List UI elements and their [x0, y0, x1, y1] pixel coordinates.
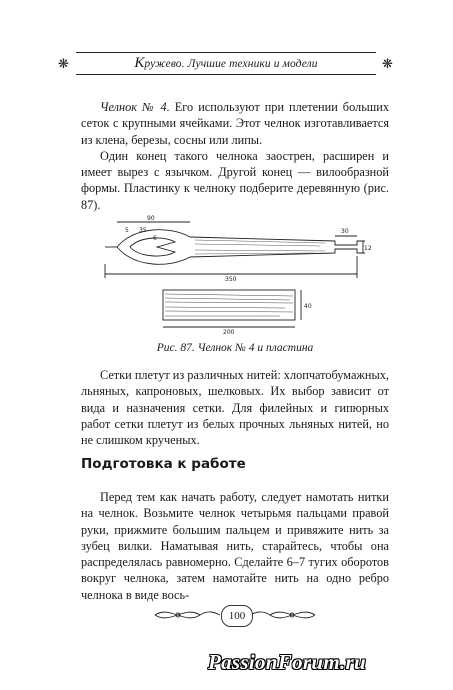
- text-block-middle: [81, 367, 389, 448]
- dim-6-label: 6: [153, 235, 157, 242]
- book-title: Кружево. Лучшие техники и модели: [134, 55, 318, 71]
- ornament-right-icon: ❋: [382, 56, 393, 71]
- dim-35-label: 35: [139, 227, 147, 234]
- shuttle-drawing-figure: [95, 212, 370, 342]
- text-block-bottom: [81, 489, 389, 603]
- dim-12-label: 12: [364, 245, 372, 252]
- page-number: 100: [221, 605, 253, 627]
- dim-200-label: 200: [223, 329, 235, 336]
- dim-40-label: 40: [304, 303, 312, 310]
- paragraph-preparation: Перед тем как начать работу, следует намотать нитки на челнок. Возьмите челнок четырьмя пальцами правой руки, прижмите большим пальцем и привяжите нить за зубец вилки. Наматывая нить, старайтесь, чтобы она распределялась равномерно. Сделайте 6–7 тугих оборотов вокруг челнока, затем намотайте нить на одно ребро челнока в виде вось-: [81, 490, 389, 602]
- site-watermark: PassionForum.ru: [208, 650, 366, 674]
- page-footer: [150, 602, 320, 628]
- running-header: [76, 52, 376, 86]
- header-rule-bottom: [76, 74, 376, 75]
- figure-caption: Рис. 87. Челнок № 4 и пластина: [156, 342, 314, 354]
- shuttle-hatching: [195, 240, 325, 254]
- paragraph-shuttle-4: Челнок № 4. Его используют при плетении больших сеток с крупными ячейками. Этот челнок изготавливается из клена, березы, сосны или липы.: [81, 100, 389, 147]
- plate-hatching: [165, 294, 293, 316]
- dim-30-label: 30: [341, 228, 349, 235]
- paragraph-shuttle-shape: Один конец такого челнока заострен, расширен и имеет вырез с язычком. Другой конец — вилообразной формы. Пластинку к челноку подберите деревянную (рис. 87).: [81, 148, 389, 212]
- dim-5-label: 5: [125, 227, 129, 234]
- dim-90-label: 90: [147, 215, 155, 222]
- ornament-left-icon: ❋: [58, 56, 69, 71]
- paragraph-threads: Сетки плетут из различных нитей: хлопчатобумажных, льняных, капроновых, шелковых. Их выбор зависит от вида и назначения сетки. Для филейных и гипюрных работ сетки плетут из белых прочных льняных нитей, но не слишком крученых.: [81, 368, 389, 448]
- section-heading: Подготовка к работе: [81, 456, 246, 472]
- header-rule-top: [76, 52, 376, 53]
- dim-350-label: 350: [225, 276, 237, 283]
- text-block-top: [81, 99, 389, 213]
